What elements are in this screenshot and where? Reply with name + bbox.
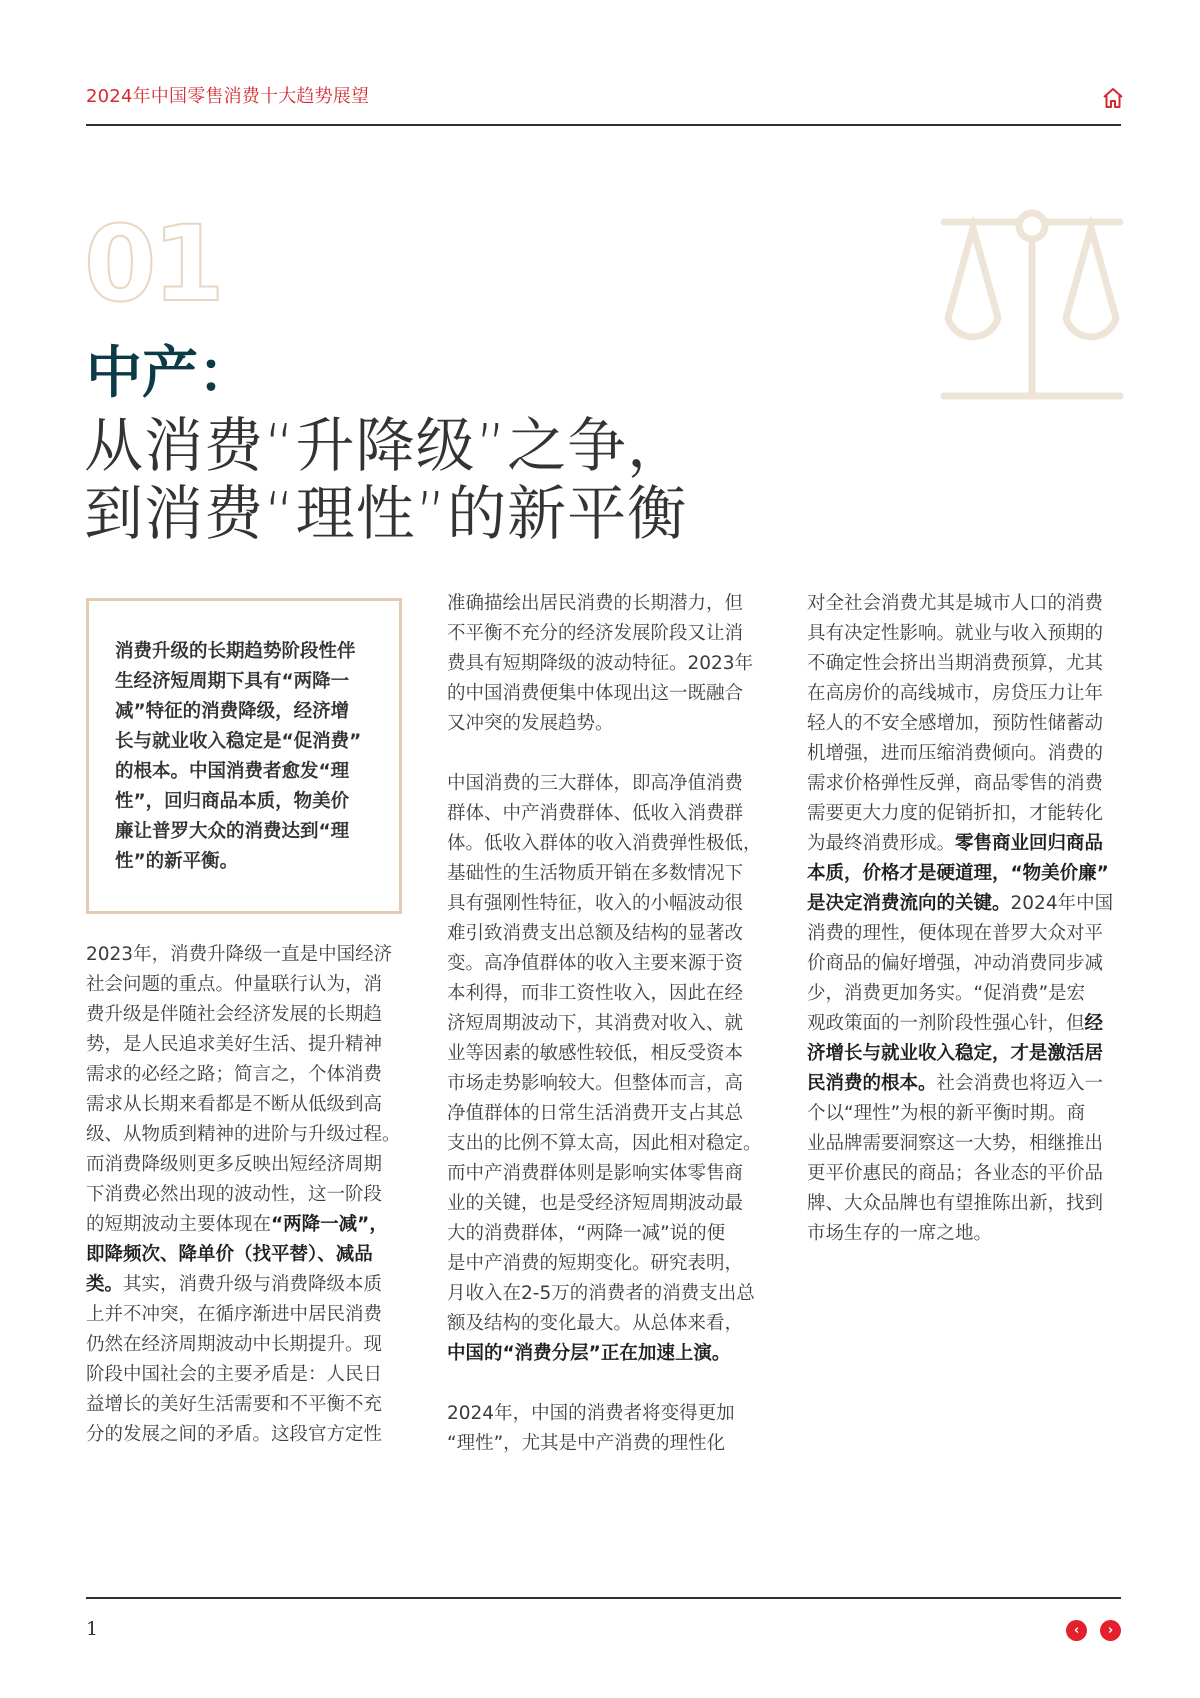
text-line: [447, 1339, 762, 1369]
text: 是中产消费的短期变化。研究表明，: [447, 1253, 744, 1274]
text-line: [447, 1189, 762, 1219]
text: 级、从物质到精神的进阶与升级过程。: [86, 1124, 401, 1145]
text: 势，是人民追求美好生活、提升精神: [86, 1034, 383, 1055]
text: 市场生存的一席之地。: [807, 1223, 993, 1244]
text-line: [447, 1429, 762, 1459]
text: 费具有短期降级的波动特征。2023年: [447, 653, 754, 674]
text: 体。低收入群体的收入消费弹性极低，: [447, 833, 762, 854]
text-line: [807, 919, 1113, 949]
text: 消费升级的长期趋势阶段性伴: [115, 641, 356, 662]
report-title: 2024年中国零售消费十大趋势展望: [86, 86, 370, 107]
text: 益增长的美好生活需要和不平衡不充: [86, 1394, 383, 1415]
text: 少，消费更加务实。“促消费”是宏: [807, 983, 1086, 1004]
chapter-title-line: 到消费“理性”的新平衡: [84, 479, 688, 548]
next-page-button[interactable]: [1100, 1620, 1121, 1641]
chevron-right-icon: ›: [1107, 1623, 1114, 1638]
text-line: [115, 697, 361, 727]
text-line: [447, 1279, 762, 1309]
text: 群体、中产消费群体、低收入消费群: [447, 803, 744, 824]
text: 而消费降级则更多反映出短经济周期: [86, 1154, 383, 1175]
text-line: [447, 1159, 762, 1189]
text-line: [447, 829, 762, 859]
text-line: [86, 1150, 401, 1180]
text: 业品牌需要洞察这一大势，相继推出: [807, 1133, 1104, 1154]
text: 的短期波动主要体现在: [86, 1214, 272, 1235]
bold-text: “两降一减”，: [271, 1214, 388, 1235]
body-column-3: [807, 589, 1113, 1249]
text-line: [86, 1330, 401, 1360]
text: 社会问题的重点。仲量联行认为，消: [86, 974, 383, 995]
callout-text: [115, 637, 361, 877]
text-line: [447, 589, 762, 619]
text: 需求从长期来看都是不断从低级到高: [86, 1094, 383, 1115]
text: 廉让普罗大众的消费达到“理: [115, 821, 350, 842]
text-line: [807, 1039, 1113, 1069]
text: 又冲突的发展趋势。: [447, 713, 614, 734]
text: 轻人的不安全感增加，预防性储蓄动: [807, 713, 1104, 734]
text-line: [447, 1069, 762, 1099]
text-line: [807, 739, 1113, 769]
text-line: [447, 1399, 762, 1429]
bold-text: 即降频次、降单价（找平替）、减品: [86, 1244, 373, 1265]
text: 需求价格弹性反弹，商品零售的消费: [807, 773, 1104, 794]
text: 基础性的生活物质开销在多数情况下: [447, 863, 744, 884]
text: 对全社会消费尤其是城市人口的消费: [807, 593, 1104, 614]
bold-text: 本质，价格才是硬道理，“物美价廉”: [807, 863, 1109, 884]
text-line: [86, 1090, 401, 1120]
bold-text: 中国的“消费分层”正在加速上演。: [447, 1343, 731, 1364]
text-line: [807, 1129, 1113, 1159]
text: 中国消费的三大群体，即高净值消费: [447, 773, 744, 794]
text-line: [807, 649, 1113, 679]
text: 生经济短周期下具有“两降一: [115, 671, 350, 692]
text-line: [86, 1390, 401, 1420]
text: 而中产消费群体则是影响实体零售商: [447, 1163, 744, 1184]
text-line: [447, 709, 762, 739]
text-line: [447, 1009, 762, 1039]
text-line: [447, 949, 762, 979]
text: 费升级是伴随社会经济发展的长期趋: [86, 1004, 383, 1025]
text: 业的关键，也是受经济短周期波动最: [447, 1193, 744, 1214]
text-line: [807, 589, 1113, 619]
text: 2023年，消费升降级一直是中国经济: [86, 944, 393, 965]
text: 为最终消费形成。: [807, 833, 956, 854]
text-line: [447, 889, 762, 919]
bold-text: 是决定消费流向的关键。: [807, 893, 1011, 914]
text-line: [86, 1300, 401, 1330]
footer-divider: [86, 1597, 1121, 1599]
bold-text: 济增长与就业收入稳定，才是激活居: [807, 1043, 1104, 1064]
text: 变。高净值群体的收入主要来源于资: [447, 953, 744, 974]
text: 的根本。中国消费者愈发“理: [115, 761, 350, 782]
text: 需求的必经之路；简言之，个体消费: [86, 1064, 383, 1085]
text-line: [86, 1420, 401, 1450]
text-line: [86, 1060, 401, 1090]
text-line: [447, 1129, 762, 1159]
text-line: [807, 1219, 1113, 1249]
text-line: [447, 1039, 762, 1069]
text-line: [807, 709, 1113, 739]
text: 额及结构的变化最大。从总体来看，: [447, 1313, 744, 1334]
text: 支出的比例不算太高，因此相对稳定。: [447, 1133, 762, 1154]
text: 更平价惠民的商品；各业态的平价品: [807, 1163, 1104, 1184]
text: 不平衡不充分的经济发展阶段又让消: [447, 623, 744, 644]
text-line: [86, 1270, 401, 1300]
text: 净值群体的日常生活消费开支占其总: [447, 1103, 744, 1124]
scales-icon: [940, 208, 1124, 404]
text: 长与就业收入稳定是“促消费”: [115, 731, 362, 752]
text: 本利得，而非工资性收入，因此在经: [447, 983, 744, 1004]
page-number: 1: [86, 1618, 99, 1640]
text: 仍然在经济周期波动中长期提升。现: [86, 1334, 383, 1355]
text: 具有强刚性特征，收入的小幅波动很: [447, 893, 744, 914]
text-line: [86, 970, 401, 1000]
text-line: [447, 769, 762, 799]
text-line: [447, 1309, 762, 1339]
text: 不确定性会挤出当期消费预算，尤其: [807, 653, 1104, 674]
text-line: [86, 1120, 401, 1150]
prev-page-button[interactable]: [1066, 1620, 1087, 1641]
text-line: [86, 940, 401, 970]
text-line: [807, 889, 1113, 919]
header-divider: [86, 124, 1121, 126]
text: 市场走势影响较大。但整体而言，高: [447, 1073, 744, 1094]
text-line: [86, 1360, 401, 1390]
text: 分的发展之间的矛盾。这段官方定性: [86, 1424, 383, 1445]
text-line: [86, 1000, 401, 1030]
text: 需要更大力度的促销折扣，才能转化: [807, 803, 1104, 824]
chevron-left-icon: ‹: [1073, 1623, 1080, 1638]
chapter-title-line: 从消费“升降级”之争，: [84, 411, 688, 480]
text: 机增强，进而压缩消费倾向。消费的: [807, 743, 1104, 764]
text: 减”特征的消费降级，经济增: [115, 701, 350, 722]
text-line: [447, 1369, 762, 1399]
text-line: [807, 1099, 1113, 1129]
text: 性”，回归商品本质，物美价: [115, 791, 350, 812]
text-line: [807, 829, 1113, 859]
text: 消费的理性，便体现在普罗大众对平: [807, 923, 1104, 944]
text: 难引致消费支出总额及结构的显著改: [447, 923, 744, 944]
text: 准确描绘出居民消费的长期潜力，但: [447, 593, 744, 614]
text-line: [447, 1249, 762, 1279]
text: 牌、大众品牌也有望推陈出新，找到: [807, 1193, 1104, 1214]
text-line: [447, 739, 762, 769]
text-line: [115, 847, 361, 877]
text-line: [807, 679, 1113, 709]
text: 的中国消费便集中体现出这一既融合: [447, 683, 744, 704]
text-line: [807, 1159, 1113, 1189]
text-line: [807, 1069, 1113, 1099]
text-line: [807, 1189, 1113, 1219]
text-line: [115, 637, 361, 667]
text: 济短周期波动下，其消费对收入、就: [447, 1013, 744, 1034]
text-line: [447, 859, 762, 889]
text: 阶段中国社会的主要矛盾是：人民日: [86, 1364, 383, 1385]
text: 具有决定性影响。就业与收入预期的: [807, 623, 1104, 644]
text: “理性”，尤其是中产消费的理性化: [447, 1433, 726, 1454]
text: 社会消费也将迈入一: [936, 1073, 1104, 1094]
text-line: [807, 1009, 1113, 1039]
text-line: [86, 1030, 401, 1060]
chapter-title-bold: 中产：: [86, 341, 254, 406]
text-line: [807, 769, 1113, 799]
home-icon[interactable]: [1101, 86, 1125, 110]
text-line: [86, 1240, 401, 1270]
text-line: [807, 859, 1113, 889]
text-line: [447, 919, 762, 949]
body-column-2: [447, 589, 762, 1459]
text-line: [447, 619, 762, 649]
text: 观政策面的一剂阶段性强心针，但: [807, 1013, 1085, 1034]
text-line: [115, 727, 361, 757]
bold-text: 经: [1084, 1013, 1104, 1034]
text-line: [115, 787, 361, 817]
text: 2024年，中国的消费者将变得更加: [447, 1403, 735, 1424]
text: 月收入在2-5万的消费者的消费支出总: [447, 1283, 755, 1304]
text-line: [115, 757, 361, 787]
text-line: [447, 979, 762, 1009]
body-column-1: [86, 940, 401, 1450]
text-line: [86, 1180, 401, 1210]
text-line: [86, 1210, 401, 1240]
chapter-number: 01: [84, 203, 221, 325]
bold-text: 类。: [86, 1274, 124, 1295]
bold-text: 民消费的根本。: [807, 1073, 937, 1094]
text-line: [807, 949, 1113, 979]
text-line: [447, 1099, 762, 1129]
text: 个以“理性”为根的新平衡时期。商: [807, 1103, 1086, 1124]
text: 2024年中国: [1010, 893, 1114, 914]
text-line: [447, 649, 762, 679]
text: 在高房价的高线城市，房贷压力让年: [807, 683, 1104, 704]
text-line: [447, 799, 762, 829]
text: 价商品的偏好增强，冲动消费同步减: [807, 953, 1104, 974]
text: 上并不冲突，在循序渐进中居民消费: [86, 1304, 383, 1325]
text-line: [807, 799, 1113, 829]
text-line: [115, 817, 361, 847]
bold-text: 零售商业回归商品: [955, 833, 1104, 854]
text-line: [807, 979, 1113, 1009]
text-line: [115, 667, 361, 697]
text-line: [807, 619, 1113, 649]
text: 性”的新平衡。: [115, 851, 239, 872]
text-line: [447, 1219, 762, 1249]
text: 业等因素的敏感性较低，相反受资本: [447, 1043, 744, 1064]
text-line: [447, 679, 762, 709]
text: 其实，消费升级与消费降级本质: [123, 1274, 383, 1295]
text: 大的消费群体，“两降一减”说的便: [447, 1223, 726, 1244]
text: 下消费必然出现的波动性，这一阶段: [86, 1184, 383, 1205]
